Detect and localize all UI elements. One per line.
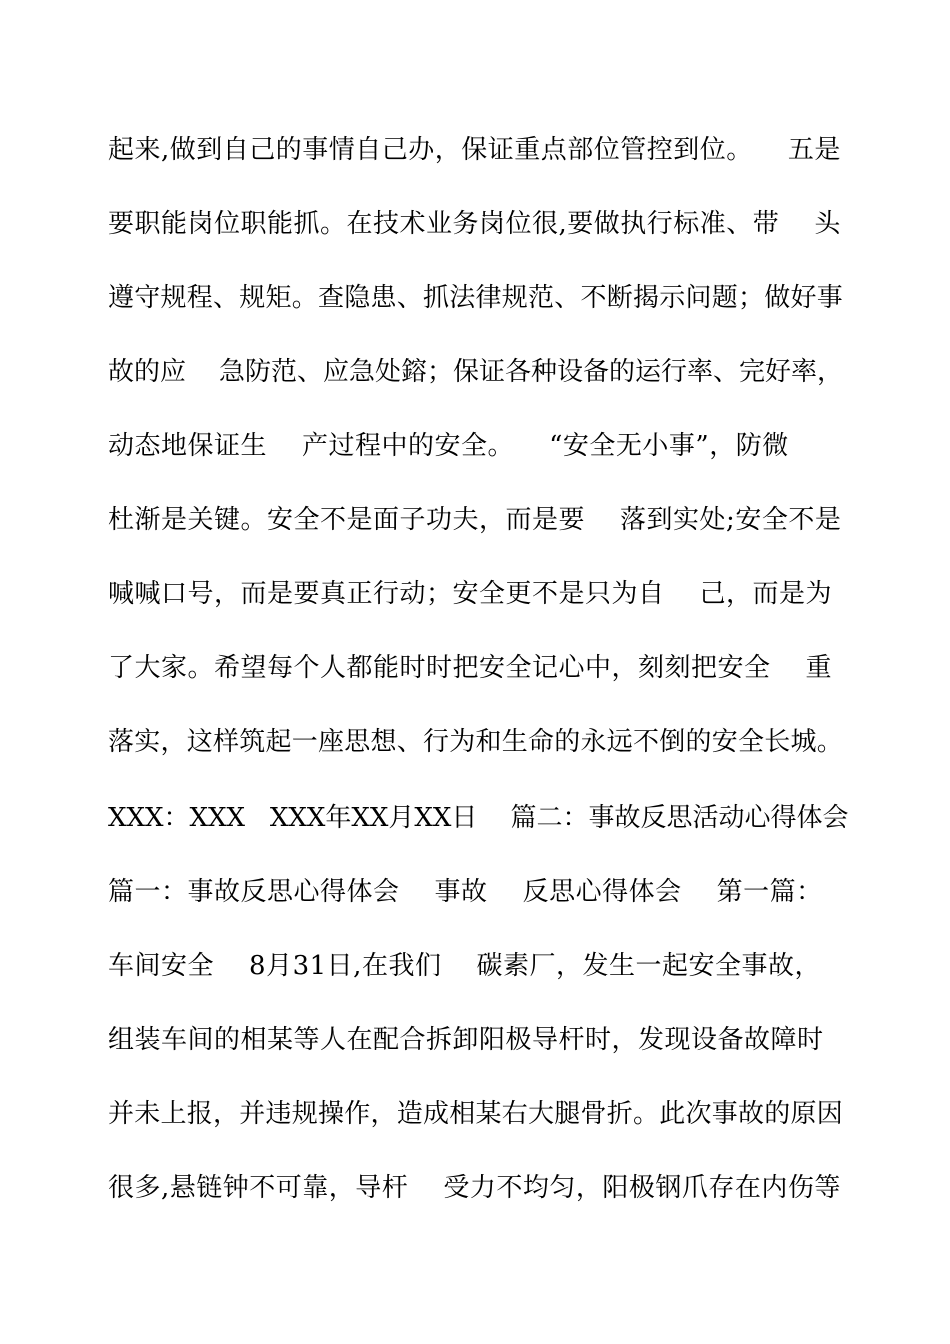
text-line: 遵守规程、规矩。查隐患、抓法律规范、不断揭示问题；做好事: [108, 283, 844, 313]
text-line: 并未上报，并违规操作，造成相某右大腿骨折。此次事故的原因: [108, 1099, 844, 1129]
text-line: 起来,做到自己的事情自己办，保证重点部位管控到位。 五是: [108, 135, 841, 165]
text-line: 动态地保证生 产过程中的安全。 “安全无小事”，防微: [108, 431, 789, 461]
text-line: 了大家。希望每个人都能时时把安全记心中，刻刻把安全 重: [108, 653, 833, 683]
text-line: 组装车间的相某等人在配合拆卸阳极导杆时，发现设备故障时: [108, 1025, 824, 1055]
text-line: 很多,悬链钟不可靠，导杆 受力不均匀，阳极钢爪存在内伤等: [108, 1173, 841, 1203]
text-line: 车间安全 8月31日,在我们 碳素厂，发生一起安全事故，: [108, 951, 822, 981]
text-line: 落实，这样筑起一座思想、行为和生命的永远不倒的安全长城。: [108, 727, 844, 757]
text-line: XXX：XXX XXX年XX月XX日 篇二：事故反思活动心得体会: [108, 803, 849, 833]
text-line: 篇一：事故反思心得体会 事故 反思心得体会 第一篇：: [108, 877, 823, 907]
text-line: 杜渐是关键。安全不是面子功夫，而是要 落到实处;安全不是: [108, 505, 842, 535]
text-line: 喊喊口号，而是要真正行动；安全更不是只为自 己，而是为: [108, 579, 833, 609]
text-line: 故的应 急防范、应急处鎔；保证各种设备的运行率、完好率，: [108, 357, 844, 387]
text-line: 要职能岗位职能抓。在技术业务岗位很,要做执行标准、带 头: [108, 209, 841, 239]
